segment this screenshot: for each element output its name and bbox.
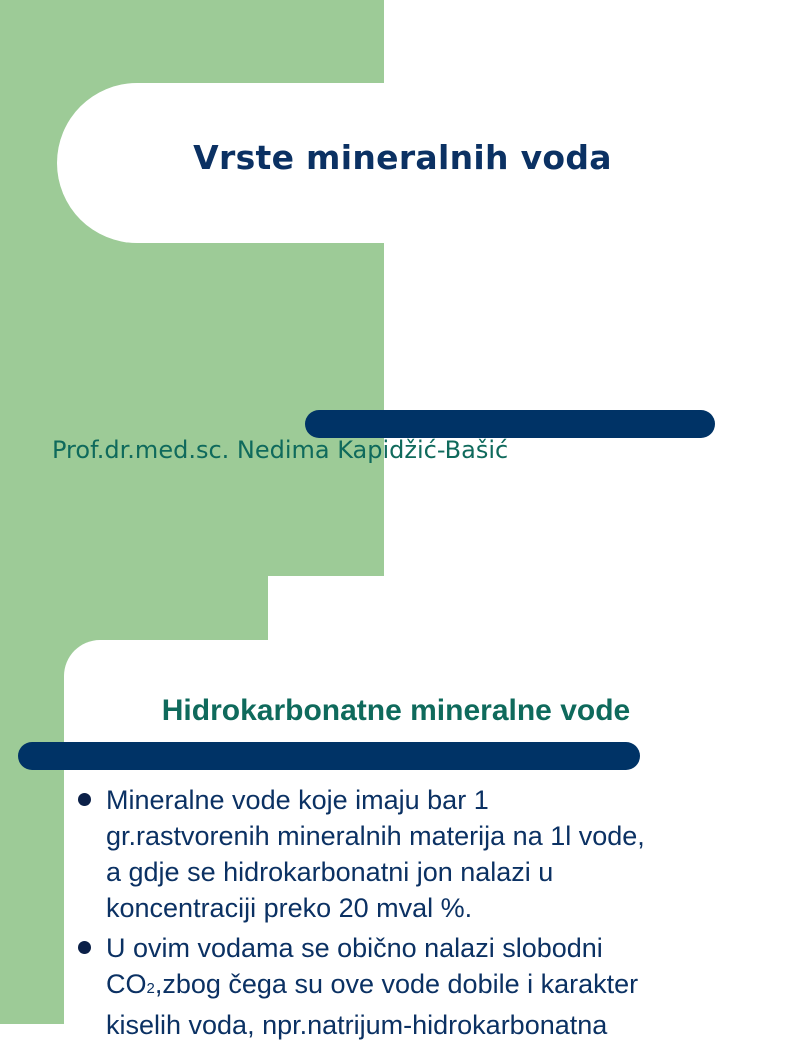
slide-title: Vrste mineralnih voda bbox=[193, 138, 612, 177]
bullet-line: ,zbog čega su ove vode dobile i karakter bbox=[154, 969, 639, 999]
subscript: 2 bbox=[146, 980, 155, 997]
content-slide bbox=[0, 576, 768, 1040]
bullet-dot-icon bbox=[78, 941, 91, 954]
green-left-strip bbox=[0, 576, 64, 1024]
bullet-line: Mineralne vode koje imaju bar 1 bbox=[106, 785, 489, 815]
bullet-line: a gdje se hidrokarbonatni jon nalazi u bbox=[106, 857, 554, 887]
accent-bar bbox=[18, 742, 640, 770]
bullet-line: CO bbox=[106, 969, 147, 999]
bullet-list bbox=[76, 782, 736, 1047]
author-name: Prof.dr.med.sc. Nedima Kapidžić-Bašić bbox=[52, 436, 509, 464]
accent-bar bbox=[305, 410, 715, 438]
bullet-dot-icon bbox=[78, 793, 91, 806]
bullet-line: U ovim vodama se obično nalazi slobodni bbox=[106, 933, 603, 963]
bullet-item bbox=[76, 782, 736, 926]
bullet-item bbox=[76, 930, 736, 1043]
slide-title: Hidrokarbonatne mineralne vode bbox=[161, 694, 631, 727]
bullet-line: kiselih voda, npr.natrijum-hidrokarbonatna bbox=[106, 1010, 608, 1040]
bullet-line: gr.rastvorenih mineralnih materija na 1l vode, bbox=[106, 821, 645, 851]
bullet-line: koncentraciji preko 20 mval %. bbox=[106, 893, 473, 923]
